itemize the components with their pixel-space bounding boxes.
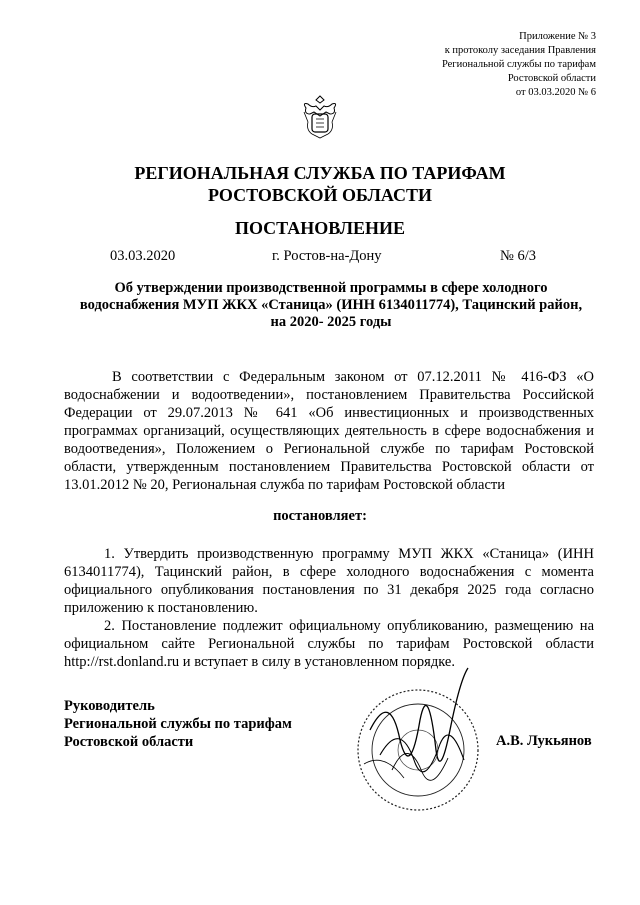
document-type: ПОСТАНОВЛЕНИЕ — [234, 218, 406, 238]
organization-title — [0, 162, 640, 206]
organization-title-line: РОСТОВСКОЙ ОБЛАСТИ — [208, 185, 432, 205]
appendix-line: к протоколу заседания Правления — [444, 45, 596, 56]
document-number: № 6/3 — [500, 248, 536, 264]
official-seal-stamp — [340, 660, 490, 815]
coat-of-arms-icon — [298, 92, 342, 140]
signatory-position-line: Руководитель — [64, 698, 155, 714]
signatory-position — [64, 697, 292, 751]
resolution-item: 1. Утвердить производственную программу МУП ЖКХ «Станица» (ИНН 6134011774), Тацинский район, в сфере холодного водоснабжения с момента официального опубликования постановления по 31 декабря 2025 года согласно приложению к постановлению. — [64, 546, 594, 616]
signatory-name: А.В. Лукьянов — [496, 733, 592, 749]
organization-title-line: РЕГИОНАЛЬНАЯ СЛУЖБА ПО ТАРИФАМ — [134, 163, 506, 183]
document-date: 03.03.2020 — [110, 248, 176, 264]
appendix-line: Региональной службы по тарифам — [441, 59, 596, 70]
subject-line: на 2020- 2025 годы — [270, 314, 392, 330]
subject-line: Об утверждении производственной программы в сфере холодного — [114, 280, 548, 296]
resolves-heading: постановляет: — [273, 508, 367, 524]
resolution-items — [64, 545, 594, 671]
appendix-line: от 03.03.2020 № 6 — [515, 87, 596, 98]
appendix-line: Ростовской области — [507, 73, 596, 84]
resolution-item: 2. Постановление подлежит официальному опубликованию, размещению на официальном сайте Региональной службы по тарифам Ростовской области http://rst.donland.ru и вступает в силу в установленном порядке. — [64, 618, 594, 670]
document-place: г. Ростов-на-Дону — [272, 248, 382, 264]
appendix-line: Приложение № 3 — [519, 31, 596, 42]
document-subject — [64, 280, 598, 331]
signatory-position-line: Региональной службы по тарифам — [64, 716, 292, 732]
appendix-note — [442, 30, 596, 100]
subject-line: водоснабжения МУП ЖКХ «Станица» (ИНН 6134011774), Тацинский район, — [79, 297, 583, 313]
signatory-position-line: Ростовской области — [64, 734, 194, 750]
preamble-paragraph: В соответствии с Федеральным законом от 07.12.2011 № 416-ФЗ «О водоснабжении и водоотведении», постановлением Правительства Российской Федерации от 29.07.2013 № 641 «Об инвестиционных и производственных программах организаций, осуществляющих деятельность в сфере водоснабжения и водоотведения», Положением о Региональной службе по тарифам Ростовской области, утвержденным постановлением Правительства Ростовской области от 13.01.2012 № 20, Региональная служба по тарифам Ростовской области — [64, 369, 594, 493]
